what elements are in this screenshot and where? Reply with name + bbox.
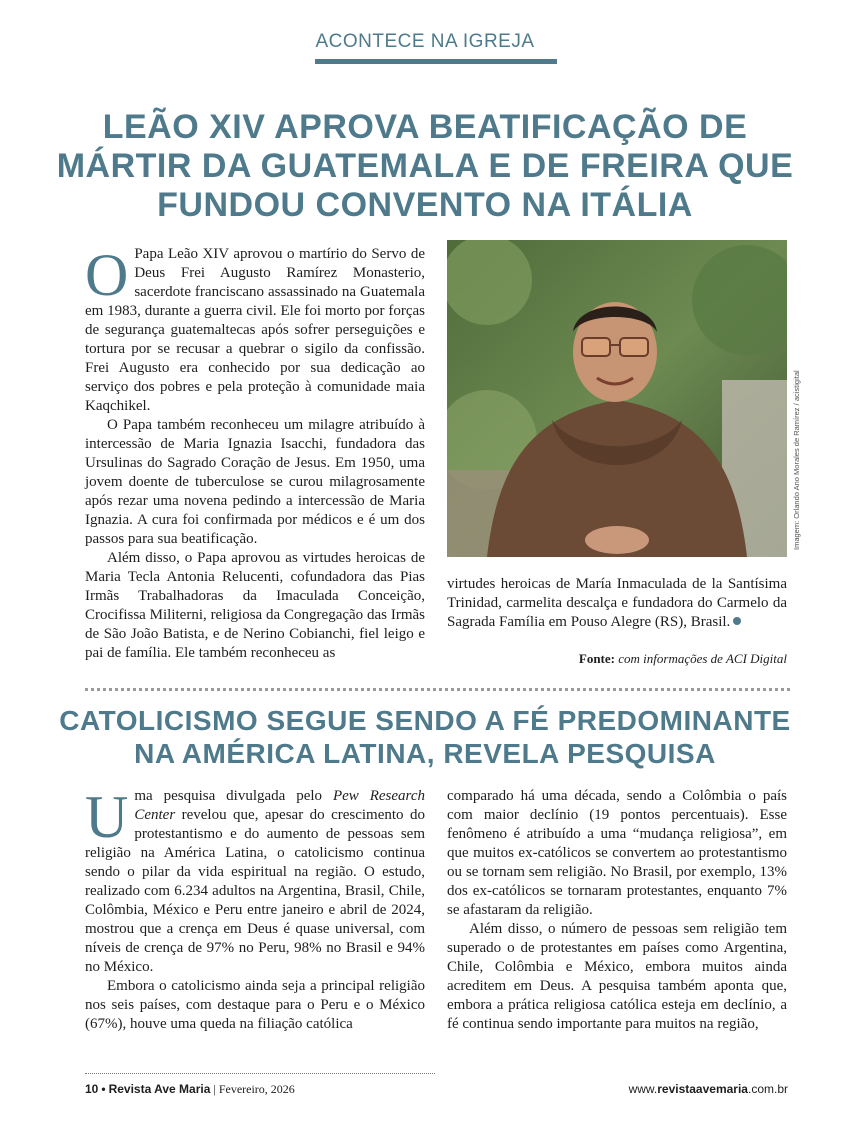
footer-left: 10 • Revista Ave Maria | Fevereiro, 2026 — [85, 1082, 295, 1096]
section-tag: ACONTECE NA IGREJA — [315, 31, 535, 52]
end-mark-icon — [733, 617, 741, 625]
article1-right-column — [447, 575, 787, 632]
magazine-name: Revista Ave Maria — [108, 1082, 211, 1096]
article1-paragraph-1: O Papa Leão XIV aprovou o martírio do Servo de Deus Frei Augusto Ramírez Monasterio, sacerdote franciscano assassinado na Guatemala em 1983, durante a guerra civil. Ele foi morto por forças de segurança guatemaltecas após sofrer perseguições e tortura por se recusar a quebrar o sigilo da confissão. Frei Augusto era conhecido por sua dedicação ao serviço dos pobres e pela proteção à comunidade maia Kaqchikel. — [85, 242, 425, 414]
dropcap: U — [85, 784, 129, 850]
article2-right-column — [447, 787, 787, 1034]
article-divider — [85, 688, 790, 691]
photo-credit: Imagem: Orlando Ano Morales de Ramírez / acistigital — [792, 370, 801, 550]
article2-title: CATOLICISMO SEGUE SENDO A FÉ PREDOMINANTE NA AMÉRICA LATINA, REVELA PESQUISA — [59, 705, 791, 769]
article1-paragraph-2: O Papa também reconheceu um milagre atribuído à intercessão de Maria Ignazia Isacchi, fundadora das Ursulinas do Sagrado Coração de Jesus. Em 1950, uma jovem doente de tuberculose se curou milagrosamente após rezar uma novena pedindo a intercessão de Maria Ignazia. A cura foi confirmada por médicos e é um dos passos para sua beatificação. — [85, 417, 425, 547]
article1-paragraph-3: Além disso, o Papa aprovou as virtudes heroicas de Maria Tecla Antonia Relucenti, cofundadora das Pias Irmãs Trabalhadoras da Imaculada Conceição, Crocifissa Militerni, religiosa da Congregação das Irmãs de São João Batista, e de Nerino Cobianchi, fiel leigo e pai de família. Ele também reconheceu as — [85, 550, 425, 661]
article2-paragraph-3: Além disso, o número de pessoas sem religião tem superado o de protestantes em países como Argentina, Chile, Colômbia e México, embora muitos ainda acreditem em Deus. A pesquisa também aponta que, embora a prática religiosa católica esteja em declínio, a fé continua sendo importante para muitos na região, — [447, 921, 787, 1032]
article2-paragraph-2: Embora o catolicismo ainda seja a principal religião nos seis países, com destaque para o Peru e o México (67%), houve uma queda na filiação católica — [85, 978, 425, 1032]
article2-paragraph-1: Uma pesquisa divulgada pelo Pew Research Center revelou que, apesar do crescimento do protestantismo e do aumento de pessoas sem religião na América Latina, o catolicismo continua sendo o pilar da vida espiritual na região. O estudo, realizado com 6.234 adultos na Argentina, Brasil, Chile, Colômbia, México e Peru entre janeiro e abril de 2024, mostrou que a crença em Deus é quase universal, com níveis de crença de 97% no Peru, 98% no Brasil e 94% no México. — [85, 784, 425, 975]
article1-left-column — [85, 242, 425, 663]
article1-source: Fonte: com informações de ACI Digital — [578, 651, 787, 666]
dropcap: O — [85, 242, 129, 308]
page-number: 10 — [85, 1082, 99, 1096]
article1-title: LEÃO XIV APROVA BEATIFICAÇÃO DE MÁRTIR DA GUATEMALA E DE FREIRA QUE FUNDOU CONVENTO NA ITÁLIA — [56, 108, 794, 224]
issue-date: Fevereiro, 2026 — [218, 1082, 295, 1096]
footer-url[interactable]: www.revistaavemaria.com.br — [628, 1082, 788, 1096]
article2-paragraph-2-continued: comparado há uma década, sendo a Colômbia o país com maior declínio (19 pontos percentuais). Esse fenômeno é atribuído a uma “mudança religiosa”, em que muitos ex-católicos se convertem ao protestantismo ou se tornam sem religião. No Brasil, por exemplo, 13% dos ex-católicos se tornaram protestantes, enquanto 7% se afastaram da religião. — [447, 788, 787, 918]
section-tag-underline — [315, 59, 557, 64]
footer-rule — [85, 1073, 435, 1074]
friar-photo — [447, 240, 787, 557]
article2-left-column — [85, 784, 425, 1034]
article1-paragraph-3-continued: virtudes heroicas de María Inmaculada de la Santísima Trinidad, carmelita descalça e fundadora do Carmelo da Sagrada Família em Pouso Alegre (RS), Brasil. — [447, 576, 787, 630]
